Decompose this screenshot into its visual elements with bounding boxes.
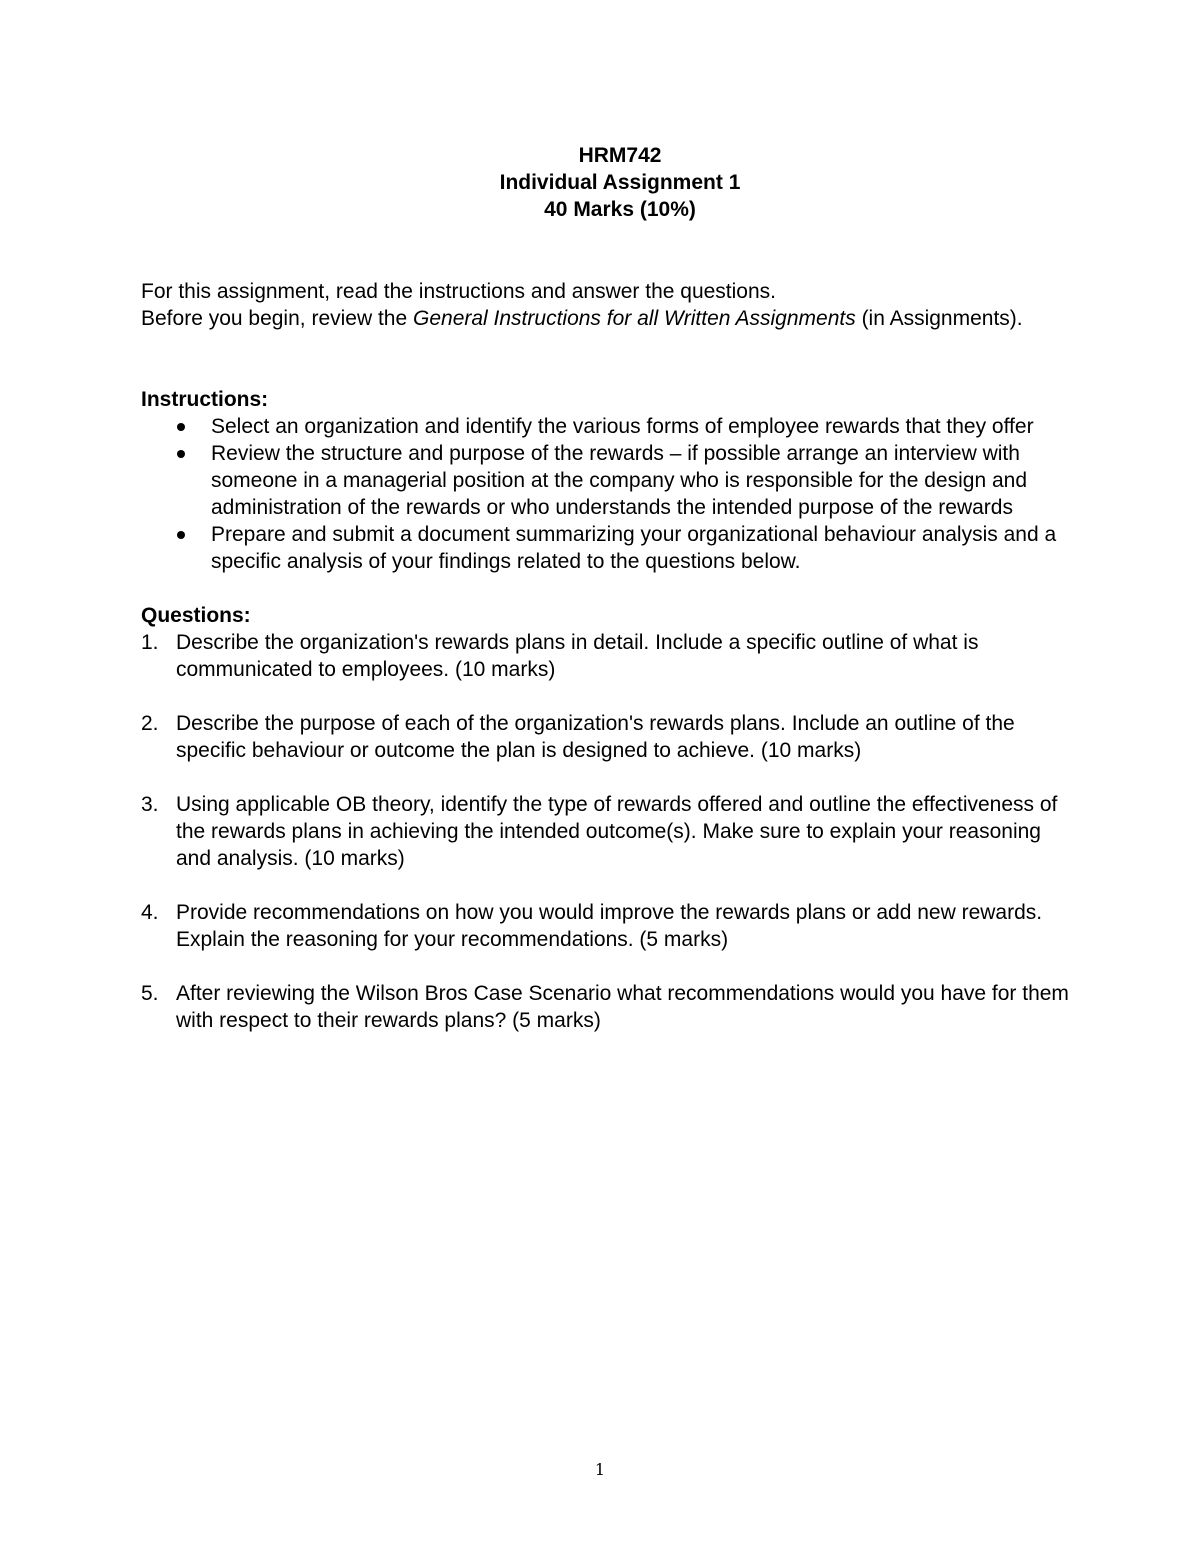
question-item [141, 710, 1071, 764]
questions-heading: Questions: [141, 604, 251, 627]
course-code: HRM742 [578, 144, 662, 167]
question-text: Using applicable OB theory, identify the type of rewards offered and outline the effectiveness of the rewards plans in achieving the intended outcome(s). Make sure to explain your reasoning and analysis. (10 marks) [176, 793, 1058, 870]
intro-line-2-suffix: (in Assignments). [855, 307, 1023, 330]
assignment-title: Individual Assignment 1 [499, 171, 741, 194]
question-number: 4. [141, 901, 159, 924]
instructions-list [141, 413, 1071, 575]
page-number: 1 [594, 1460, 606, 1479]
general-instructions-reference: General Instructions for all Written Assignments [413, 307, 856, 330]
question-number: 1. [141, 631, 159, 654]
question-item [141, 629, 1071, 683]
question-number: 2. [141, 712, 159, 735]
instruction-text: Review the structure and purpose of the rewards – if possible arrange an interview with someone in a managerial position at the company who is responsible for the design and administration of the rewards or who understands the intended purpose of the rewards [211, 442, 1027, 519]
question-text: Describe the purpose of each of the organization's rewards plans. Include an outline of the specific behaviour or outcome the plan is designed to achieve. (10 marks) [176, 712, 1015, 762]
question-item [141, 899, 1071, 953]
document-body [141, 278, 1071, 1061]
question-number: 5. [141, 982, 159, 1005]
bullet-icon [177, 450, 185, 458]
instruction-text: Prepare and submit a document summarizing your organizational behaviour analysis and a specific analysis of your findings related to the questions below. [211, 523, 1057, 573]
intro-line-2-prefix: Before you begin, review the [141, 307, 413, 330]
question-item [141, 791, 1071, 872]
instruction-item [141, 413, 1071, 440]
intro-line-1: For this assignment, read the instructions and answer the questions. [141, 280, 777, 303]
intro-line-2 [141, 305, 1071, 332]
questions-list [141, 629, 1071, 1034]
bullet-icon [177, 531, 185, 539]
document-header [0, 142, 1200, 223]
question-number: 3. [141, 793, 159, 816]
question-item [141, 980, 1071, 1034]
instruction-text: Select an organization and identify the various forms of employee rewards that they offer [211, 415, 1034, 438]
instructions-heading: Instructions: [141, 388, 269, 411]
question-text: Provide recommendations on how you would improve the rewards plans or add new rewards. Explain the reasoning for your recommendations. (5 marks) [176, 901, 1043, 951]
instruction-item [141, 521, 1071, 575]
bullet-icon [177, 423, 185, 431]
question-text: After reviewing the Wilson Bros Case Scenario what recommendations would you have for them with respect to their rewards plans? (5 marks) [176, 982, 1069, 1032]
marks-weight: 40 Marks (10%) [544, 198, 696, 221]
instruction-item [141, 440, 1071, 521]
question-text: Describe the organization's rewards plans in detail. Include a specific outline of what is communicated to employees. (10 marks) [176, 631, 979, 681]
